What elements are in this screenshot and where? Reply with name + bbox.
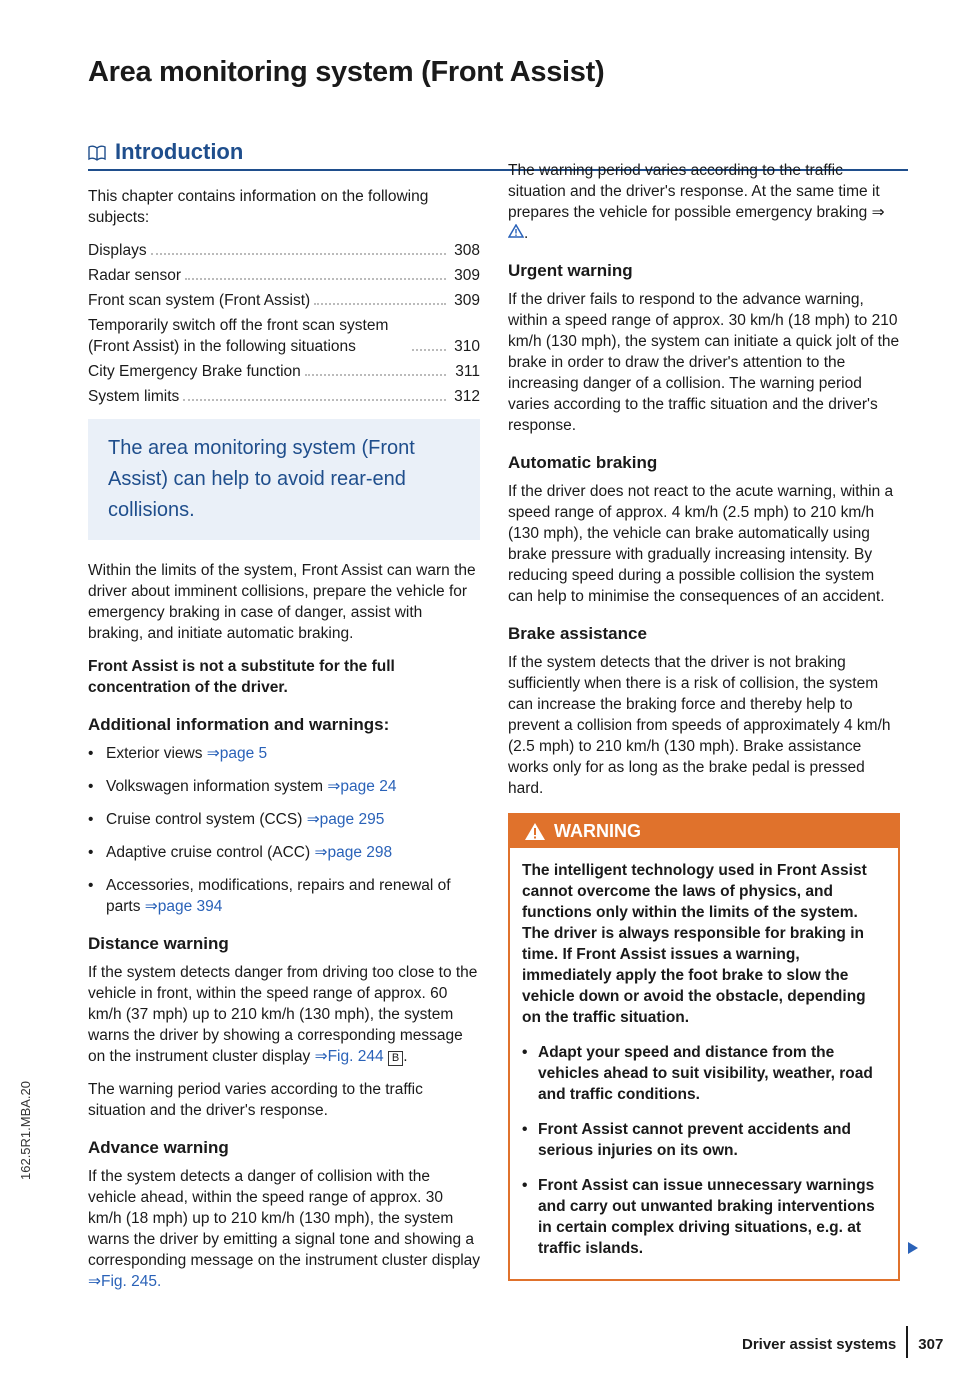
figure-link[interactable]: ⇒Fig. 245. <box>88 1273 162 1290</box>
additional-heading: Additional information and warnings: <box>88 715 390 734</box>
toc-item[interactable]: Temporarily switch off the front scan system (Front Assist) in the following situations 310 <box>88 317 480 355</box>
page-link[interactable]: ⇒page 298 <box>314 844 393 861</box>
list-item: • Accessories, modifications, repairs and renewal of parts ⇒page 394 <box>88 875 480 917</box>
page-link[interactable]: ⇒page 24 <box>327 778 397 795</box>
warning-intro: The intelligent technology used in Front Assist cannot overcome the laws of physics, and functions only within the limits of the system. The driver is always responsible for braking in time. If Front Assist issues a warning, immediately apply the foot brake to slow the vehicle down or avoid the obstacle, depending on the traffic situation. <box>522 862 867 1026</box>
additional-list <box>88 743 480 917</box>
warning-triangle-icon <box>524 822 546 841</box>
intro-bold-note: Front Assist is not a substitute for the full concentration of the driver. <box>88 658 395 696</box>
list-item: • Adapt your speed and distance from the vehicles ahead to suit visibility, weather, road and traffic conditions. <box>522 1042 886 1105</box>
urgent-text: If the driver fails to respond to the advance warning, within a speed range of approx. 30 km/h (18 mph) to 210 km/h (130 mph), the system can initiate a quick jolt of the brake in order to draw the driver's attention to the increasing danger of a collision. The warning period varies according to the traffic situation and the driver's response. <box>508 291 900 434</box>
toc-item[interactable]: Front scan system (Front Assist) 309 <box>88 292 480 309</box>
page-link[interactable]: ⇒page 295 <box>306 811 385 828</box>
warning-header <box>510 815 898 848</box>
list-item: • Cruise control system (CCS) ⇒page 295 <box>88 809 480 830</box>
warning-period-text: The warning period varies according to the traffic situation and the driver's response. At the same time it prepares the vehicle for possible emergency braking ⇒. <box>508 162 885 242</box>
page-footer <box>742 1336 943 1368</box>
left-column <box>88 186 480 1304</box>
toc-item[interactable]: Displays 308 <box>88 242 480 259</box>
toc-item[interactable]: City Emergency Brake function 311 <box>88 363 480 380</box>
distance-text-2: The warning period varies according to the traffic situation and the driver's response. <box>88 1081 423 1119</box>
intro-lead: This chapter contains information on the following subjects: <box>88 188 429 226</box>
page-link[interactable]: ⇒page 5 <box>206 745 268 762</box>
right-column <box>508 160 900 1281</box>
toc-item[interactable]: System limits 312 <box>88 388 480 405</box>
advance-heading: Advance warning <box>88 1138 229 1157</box>
continue-arrow-icon[interactable] <box>908 1242 918 1254</box>
list-item: • Exterior views ⇒page 5 <box>88 743 480 764</box>
figure-badge: B <box>388 1051 403 1066</box>
distance-heading: Distance warning <box>88 934 229 953</box>
list-item: • Adaptive cruise control (ACC) ⇒page 298 <box>88 842 480 863</box>
intro-body: Within the limits of the system, Front Assist can warn the driver about imminent collisions, prepare the vehicle for emergency braking in case of danger, assist with braking, and initiate automatic braking. <box>88 562 476 642</box>
warning-triangle-icon[interactable] <box>508 224 524 238</box>
warning-body <box>510 848 898 1279</box>
warning-box <box>508 813 900 1281</box>
urgent-heading: Urgent warning <box>508 261 633 280</box>
intro-callout: The area monitoring system (Front Assist) can help to avoid rear-end collisions. <box>88 419 480 540</box>
toc-list <box>88 240 480 407</box>
distance-text: If the system detects danger from driving too close to the vehicle in front, within the speed range of approx. 60 km/h (37 mph) up to 210 km/h (130 mph), the system warns the driver by showing a corresponding message on the instrument cluster display ⇒Fig. 244 B . <box>88 964 478 1065</box>
page-title: Area monitoring system (Front Assist) <box>88 56 605 88</box>
page-number: 307 <box>918 1336 944 1353</box>
document-code: 162.5R1.MBA.20 <box>18 1080 33 1180</box>
toc-item[interactable]: Radar sensor 309 <box>88 267 480 284</box>
automatic-text: If the driver does not react to the acute warning, within a speed range of approx. 4 km/h (2.5 mph) to 210 km/h (130 mph), the vehicle can brake automatically using brake pressure with gradually increasing intensity. By reducing speed during a possible collision the system can help to minimise the consequences of an accident. <box>508 483 894 605</box>
brake-assist-heading: Brake assistance <box>508 624 647 643</box>
footer-section: Driver assist systems <box>742 1336 897 1353</box>
automatic-heading: Automatic braking <box>508 453 658 472</box>
page-link[interactable]: ⇒page 394 <box>144 898 223 915</box>
warning-list <box>522 1042 886 1259</box>
list-item: • Volkswagen information system ⇒page 24 <box>88 776 480 797</box>
advance-text: If the system detects a danger of collision with the vehicle ahead, within the speed range of approx. 30 km/h (18 mph) up to 210 km/h (130 mph), the system warns the driver by emitting a signal tone and showing a corresponding message on the instrument cluster display ⇒Fig. 245. <box>88 1168 481 1290</box>
figure-link[interactable]: ⇒Fig. 244 <box>314 1048 384 1065</box>
introduction-heading: Introduction <box>115 139 244 164</box>
list-item: • Front Assist cannot prevent accidents and serious injuries on its own. <box>522 1119 886 1161</box>
brake-assist-text: If the system detects that the driver is not braking sufficiently when there is a risk of collision, the system can increase the braking force and thereby help to prevent a collision from speeds of approximately 4 km/h (2.5 mph) to 210 km/h (130 mph). Brake assistance works only for as long as the brake pedal is pressed hard. <box>508 654 891 797</box>
list-item: • Front Assist can issue unnecessary warnings and carry out unwanted braking interventions in certain complex driving situations, e.g. at traffic islands. <box>522 1175 886 1259</box>
book-icon <box>88 145 106 161</box>
warning-label: WARNING <box>554 821 641 841</box>
